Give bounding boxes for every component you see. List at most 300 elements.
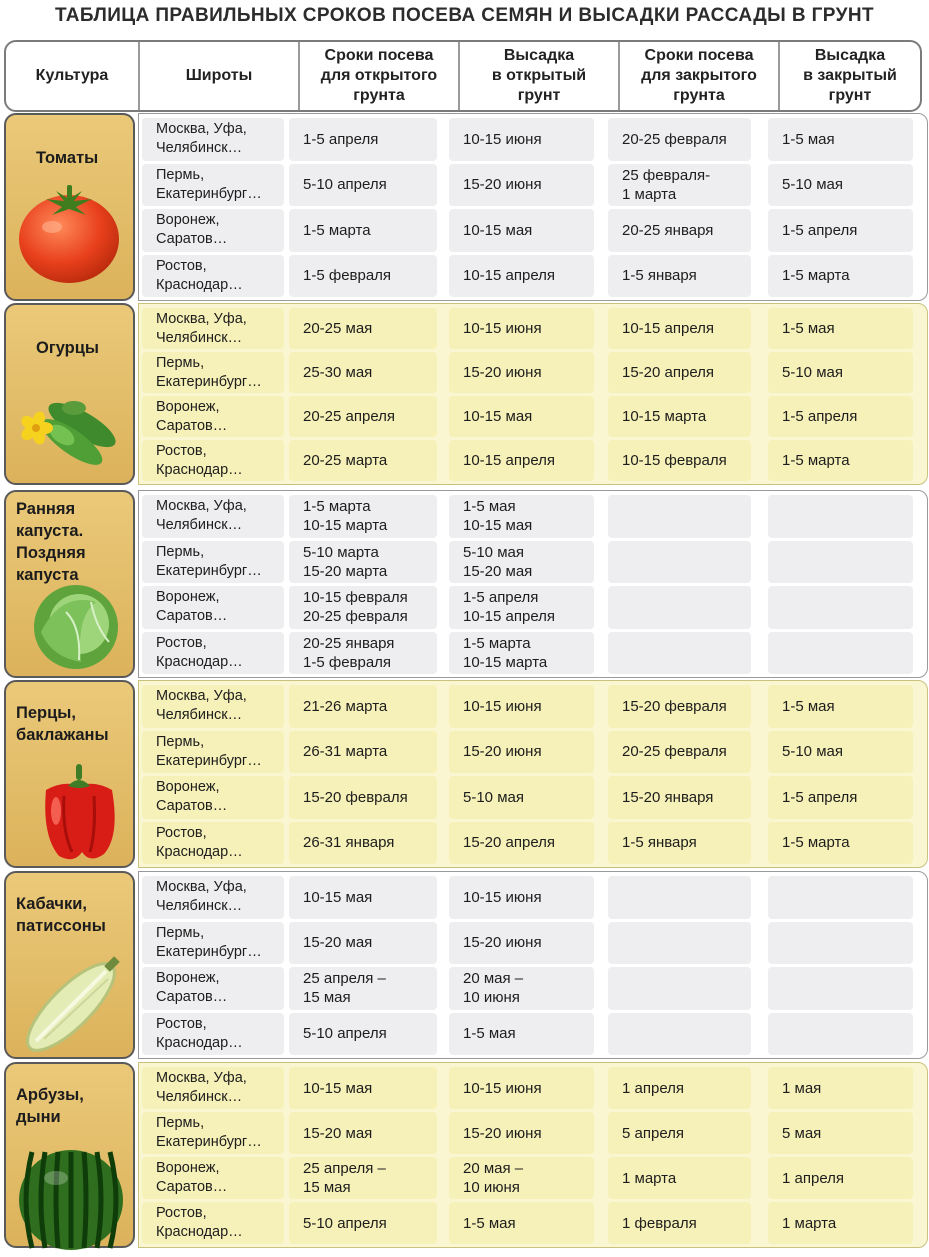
text-line: Челябинск…	[156, 1089, 243, 1105]
text-line: 1-5 апреля	[782, 408, 858, 425]
cell-text	[449, 1124, 542, 1143]
crop-illustration	[24, 756, 134, 871]
text-line: Поздняя	[16, 544, 86, 562]
latitude-cell	[142, 1157, 284, 1199]
cell-text	[608, 1169, 676, 1188]
text-line: капуста.	[16, 522, 84, 540]
open-sowing-cell	[289, 1157, 437, 1199]
text-line: 10-15 мая	[463, 408, 533, 425]
cell-text	[449, 969, 523, 1007]
closed-sowing-cell	[608, 822, 751, 865]
open-sowing-cell	[289, 495, 437, 538]
open-sowing-cell	[289, 1112, 437, 1154]
closed-transplant-cell	[768, 352, 913, 393]
latitude-cell	[142, 822, 284, 865]
text-line: 21-26 марта	[303, 697, 388, 715]
text-line: 1-5 мая	[782, 130, 835, 148]
text-line: Воронеж,	[156, 1160, 220, 1176]
closed-sowing-cell	[608, 352, 751, 393]
closed-transplant-cell	[768, 164, 913, 207]
closed-transplant-cell	[768, 1013, 913, 1056]
closed-sowing-cell	[608, 1157, 751, 1199]
cell-text	[449, 1079, 542, 1098]
text-line: 25 апреля –	[303, 970, 386, 988]
text-line: Краснодар…	[156, 276, 243, 293]
closed-transplant-cell	[768, 308, 913, 349]
cell-text	[156, 497, 247, 535]
cell-text	[449, 1214, 516, 1233]
text-line: 10-15 апреля	[622, 320, 715, 337]
latitude-cell	[142, 1013, 284, 1056]
text-line: 15-20 июня	[463, 364, 542, 381]
closed-transplant-cell	[768, 440, 913, 481]
text-line: Челябинск…	[156, 329, 243, 346]
header-line: грунт	[517, 87, 561, 104]
cell-text	[289, 1024, 387, 1043]
text-line: Краснодар…	[156, 1034, 243, 1051]
cell-text	[768, 697, 835, 716]
crop-illustration	[16, 949, 126, 1064]
header-latitudes	[138, 42, 298, 110]
latitude-cell	[142, 495, 284, 538]
text-line: Саратов…	[156, 417, 228, 434]
open-transplant-cell	[449, 209, 594, 252]
text-line: 1-5 мая	[782, 697, 835, 715]
closed-transplant-cell	[768, 731, 913, 774]
cell-text	[289, 130, 378, 149]
latitude-cell	[142, 352, 284, 393]
closed-transplant-cell	[768, 822, 913, 865]
cell-text	[289, 888, 372, 907]
text-line: 1-5 апреля	[303, 130, 379, 148]
open-transplant-cell	[449, 308, 594, 349]
open-transplant-cell	[449, 541, 594, 584]
open-sowing-cell	[289, 352, 437, 393]
cell-text	[156, 778, 227, 816]
crop-illustration	[16, 177, 126, 292]
text-line: 20-25 февраля	[303, 608, 408, 626]
cell-text	[449, 175, 542, 194]
text-line: 5-10 мая	[782, 364, 843, 381]
header-label	[641, 46, 757, 106]
cell-text	[156, 588, 227, 626]
cell-text	[289, 543, 387, 581]
text-line: Томаты	[36, 149, 99, 167]
open-sowing-cell	[289, 685, 437, 728]
text-line: Пермь,	[156, 924, 205, 941]
crop-cell	[4, 490, 135, 678]
text-line: Воронеж,	[156, 398, 220, 415]
cell-text	[289, 588, 408, 626]
closed-transplant-cell	[768, 876, 913, 919]
text-line: 15-20 июня	[463, 743, 542, 761]
header-line: Культура	[35, 67, 109, 84]
cell-text	[608, 788, 713, 807]
header-label	[36, 66, 109, 86]
text-line: Ростов,	[156, 824, 207, 841]
header-line: Высадка	[503, 47, 575, 64]
text-line: 5-10 марта	[303, 543, 379, 561]
header-line: грунта	[673, 87, 725, 104]
open-sowing-cell	[289, 1202, 437, 1244]
closed-sowing-cell	[608, 632, 751, 675]
latitude-cell	[142, 922, 284, 965]
cell-text	[156, 310, 247, 348]
text-line: 15 мая	[303, 1179, 351, 1196]
text-line: Екатеринбург…	[156, 943, 262, 960]
text-line: 1-5 мая	[782, 320, 835, 337]
cell-text	[449, 588, 555, 626]
text-line: 20 мая –	[463, 970, 524, 988]
open-transplant-cell	[449, 352, 594, 393]
closed-sowing-cell	[608, 876, 751, 919]
open-sowing-cell	[289, 308, 437, 349]
text-line: Воронеж,	[156, 970, 220, 987]
text-line: 10-15 марта	[622, 408, 707, 425]
text-line: 20-25 января	[622, 221, 714, 239]
header-line: Высадка	[814, 47, 886, 64]
closed-sowing-cell	[608, 118, 751, 161]
text-line: Воронеж,	[156, 779, 220, 796]
closed-transplant-cell	[768, 1112, 913, 1154]
crop-rows	[138, 1062, 928, 1248]
text-line: 10-15 июня	[463, 1079, 542, 1097]
cell-text	[768, 833, 850, 852]
latitude-cell	[142, 396, 284, 437]
crop-cell	[4, 680, 135, 868]
closed-sowing-cell	[608, 1067, 751, 1109]
header-crop	[6, 42, 138, 110]
open-sowing-cell	[289, 776, 437, 819]
cell-text	[449, 788, 524, 807]
open-transplant-cell	[449, 118, 594, 161]
text-line: 15-20 апреля	[622, 364, 715, 381]
text-line: 25 февраля-	[622, 166, 711, 184]
text-line: 10-15 июня	[463, 320, 542, 337]
text-line: 20-25 января	[303, 634, 395, 652]
text-line: 15-20 февраля	[303, 788, 408, 806]
cell-text	[449, 221, 532, 240]
text-line: Екатеринбург…	[156, 1134, 262, 1150]
cell-text	[768, 1124, 821, 1143]
open-sowing-cell	[289, 541, 437, 584]
text-line: 10 июня	[463, 1179, 520, 1196]
text-line: 10-15 апреля	[463, 452, 556, 469]
text-line: Воронеж,	[156, 589, 220, 606]
cell-text	[156, 924, 262, 962]
closed-transplant-cell	[768, 118, 913, 161]
cabbage-icon	[21, 572, 131, 682]
open-sowing-cell	[289, 1013, 437, 1056]
crop-cell	[4, 303, 135, 485]
text-line: Краснодар…	[156, 461, 243, 478]
cell-text	[289, 933, 372, 952]
cell-text	[156, 211, 227, 249]
cell-text	[449, 266, 555, 285]
cell-text	[608, 1124, 684, 1143]
text-line: Москва, Уфа,	[156, 121, 247, 138]
text-line: 20-25 февраля	[622, 130, 727, 148]
closed-sowing-cell	[608, 308, 751, 349]
text-line: 5 мая	[782, 1124, 822, 1142]
text-line: Москва, Уфа,	[156, 1070, 247, 1086]
cell-text	[156, 543, 262, 581]
cell-text	[156, 1015, 243, 1053]
latitude-cell	[142, 541, 284, 584]
open-transplant-cell	[449, 922, 594, 965]
header-line: в открытый	[491, 67, 587, 84]
text-line: баклажаны	[16, 726, 109, 744]
closed-transplant-cell	[768, 1157, 913, 1199]
cell-text	[449, 742, 542, 761]
cell-text	[289, 1159, 386, 1197]
cell-text	[289, 1214, 387, 1233]
open-transplant-cell	[449, 685, 594, 728]
open-sowing-cell	[289, 632, 437, 675]
text-line: 1-5 января	[622, 267, 697, 285]
text-line: Пермь,	[156, 543, 205, 560]
latitude-cell	[142, 308, 284, 349]
text-line: 1-5 января	[622, 834, 697, 852]
open-sowing-cell	[289, 118, 437, 161]
closed-transplant-cell	[768, 586, 913, 629]
text-line: 15-20 мая	[303, 934, 373, 952]
text-line: 26-31 марта	[303, 743, 388, 761]
cell-text	[608, 1079, 684, 1098]
latitude-cell	[142, 118, 284, 161]
text-line: Пермь,	[156, 354, 205, 371]
cell-text	[449, 319, 542, 338]
open-sowing-cell	[289, 731, 437, 774]
text-line: 1 апреля	[622, 1079, 685, 1097]
latitude-cell	[142, 967, 284, 1010]
closed-transplant-cell	[768, 541, 913, 584]
cell-text	[449, 130, 542, 149]
text-line: 10-15 июня	[463, 130, 542, 148]
latitude-cell	[142, 685, 284, 728]
text-line: 1 марта	[782, 1214, 837, 1232]
open-sowing-cell	[289, 876, 437, 919]
closed-transplant-cell	[768, 967, 913, 1010]
open-transplant-cell	[449, 876, 594, 919]
cell-text	[449, 1159, 523, 1197]
text-line: 20-25 марта	[303, 452, 388, 469]
text-line: 20 мая –	[463, 1160, 524, 1177]
text-line: Пермь,	[156, 1115, 205, 1131]
text-line: 1-5 марта	[303, 498, 371, 516]
latitude-cell	[142, 209, 284, 252]
text-line: 10-15 мая	[463, 221, 533, 239]
text-line: Огурцы	[36, 339, 99, 357]
cell-text	[156, 1204, 243, 1242]
cell-text	[768, 788, 857, 807]
cell-text	[289, 266, 391, 285]
header-label	[186, 66, 253, 86]
text-line: 1-5 мая	[463, 498, 516, 516]
cell-text	[768, 407, 857, 426]
text-line: 5-10 мая	[463, 543, 524, 561]
text-line: Перцы,	[16, 704, 76, 722]
cell-text	[156, 878, 247, 916]
cell-text	[768, 319, 835, 338]
open-sowing-cell	[289, 209, 437, 252]
cell-text	[289, 634, 394, 672]
pepper-icon	[24, 756, 134, 866]
text-line: дыни	[16, 1108, 61, 1126]
crop-cell	[4, 113, 135, 301]
cell-text	[449, 497, 532, 535]
text-line: Ранняя	[16, 500, 76, 518]
open-transplant-cell	[449, 586, 594, 629]
text-line: Пермь,	[156, 166, 205, 183]
text-line: 15-20 февраля	[622, 697, 727, 715]
cell-text	[608, 451, 727, 470]
text-line: Челябинск…	[156, 898, 243, 915]
header-line: для открытого	[320, 67, 438, 84]
open-transplant-cell	[449, 255, 594, 298]
text-line: 1-5 апреля	[782, 788, 858, 806]
closed-sowing-cell	[608, 586, 751, 629]
cell-text	[289, 969, 386, 1007]
text-line: 10-15 апреля	[463, 267, 556, 285]
header-closed-transplant	[778, 42, 920, 110]
crop-name	[36, 337, 99, 359]
cell-text	[768, 1214, 836, 1233]
text-line: 1-5 марта	[782, 267, 850, 285]
watermelon-icon	[16, 1142, 126, 1252]
text-line: 15 мая	[303, 989, 351, 1007]
text-line: 10-15 июня	[463, 697, 542, 715]
cell-text	[768, 451, 850, 470]
header-line: Широты	[185, 67, 253, 84]
latitude-cell	[142, 876, 284, 919]
text-line: 15-20 марта	[303, 562, 388, 580]
cell-text	[449, 634, 547, 672]
header-line: Сроки посева	[324, 47, 434, 64]
open-transplant-cell	[449, 1112, 594, 1154]
crop-rows	[138, 303, 928, 485]
cell-text	[289, 788, 408, 807]
cell-text	[156, 733, 262, 771]
closed-sowing-cell	[608, 255, 751, 298]
crop-cell	[4, 871, 135, 1059]
text-line: патиссоны	[16, 917, 106, 935]
open-transplant-cell	[449, 440, 594, 481]
cell-text	[449, 888, 542, 907]
crop-rows	[138, 490, 928, 678]
text-line: Ростов,	[156, 634, 207, 651]
text-line: 26-31 января	[303, 834, 395, 852]
cell-text	[768, 175, 843, 194]
text-line: Саратов…	[156, 989, 228, 1006]
open-sowing-cell	[289, 1067, 437, 1109]
cell-text	[768, 221, 857, 240]
cell-text	[449, 451, 555, 470]
cell-text	[289, 1079, 372, 1098]
latitude-cell	[142, 255, 284, 298]
text-line: 10-15 июня	[463, 888, 542, 906]
header-open-sowing	[298, 42, 458, 110]
text-line: Краснодар…	[156, 1224, 243, 1240]
open-transplant-cell	[449, 396, 594, 437]
cell-text	[608, 1214, 697, 1233]
cell-text	[289, 497, 387, 535]
open-transplant-cell	[449, 1067, 594, 1109]
closed-sowing-cell	[608, 440, 751, 481]
text-line: Воронеж,	[156, 212, 220, 229]
text-line: 20-25 апреля	[303, 408, 396, 425]
cell-text	[608, 833, 697, 852]
cell-text	[156, 824, 243, 862]
cell-text	[449, 363, 542, 382]
text-line: 1-5 февраля	[303, 267, 392, 285]
text-line: Ростов,	[156, 442, 207, 459]
crop-illustration	[16, 1142, 126, 1257]
text-line: Пермь,	[156, 733, 205, 750]
open-sowing-cell	[289, 255, 437, 298]
text-line: Москва, Уфа,	[156, 498, 247, 515]
closed-sowing-cell	[608, 541, 751, 584]
crop-cell	[4, 1062, 135, 1248]
latitude-cell	[142, 632, 284, 675]
cell-text	[768, 266, 850, 285]
cell-text	[156, 354, 262, 392]
closed-transplant-cell	[768, 776, 913, 819]
text-line: Екатеринбург…	[156, 752, 262, 769]
text-line: 10-15 марта	[463, 653, 548, 671]
closed-transplant-cell	[768, 1202, 913, 1244]
table-header	[4, 40, 922, 112]
header-line: грунта	[353, 87, 405, 104]
cell-text	[608, 363, 714, 382]
header-open-transplant	[458, 42, 618, 110]
text-line: 1-5 мая	[463, 1025, 516, 1043]
open-transplant-cell	[449, 632, 594, 675]
cell-text	[156, 969, 227, 1007]
cell-text	[608, 221, 713, 240]
cell-text	[608, 407, 706, 426]
text-line: Саратов…	[156, 231, 228, 248]
open-sowing-cell	[289, 396, 437, 437]
text-line: 1 апреля	[782, 1169, 845, 1187]
cell-text	[608, 266, 697, 285]
text-line: Челябинск…	[156, 140, 243, 157]
zucchini-icon	[16, 949, 126, 1059]
header-line: в закрытый	[803, 67, 897, 84]
header-label	[492, 46, 586, 106]
text-line: капуста	[16, 566, 79, 584]
cell-text	[449, 697, 542, 716]
open-transplant-cell	[449, 1157, 594, 1199]
text-line: 10-15 мая	[303, 888, 373, 906]
open-sowing-cell	[289, 967, 437, 1010]
text-line: Саратов…	[156, 1179, 228, 1195]
cell-text	[156, 1069, 247, 1107]
text-line: 5-10 апреля	[303, 176, 387, 194]
cell-text	[768, 1079, 821, 1098]
text-line: Екатеринбург…	[156, 562, 262, 579]
text-line: Арбузы,	[16, 1086, 84, 1104]
latitude-cell	[142, 1112, 284, 1154]
cell-text	[449, 407, 532, 426]
text-line: 10-15 мая	[303, 1079, 373, 1097]
text-line: 1 февраля	[622, 1214, 697, 1232]
open-transplant-cell	[449, 164, 594, 207]
text-line: 5 апреля	[622, 1124, 685, 1142]
latitude-cell	[142, 164, 284, 207]
crop-rows	[138, 113, 928, 301]
text-line: 5-10 апреля	[303, 1214, 387, 1232]
